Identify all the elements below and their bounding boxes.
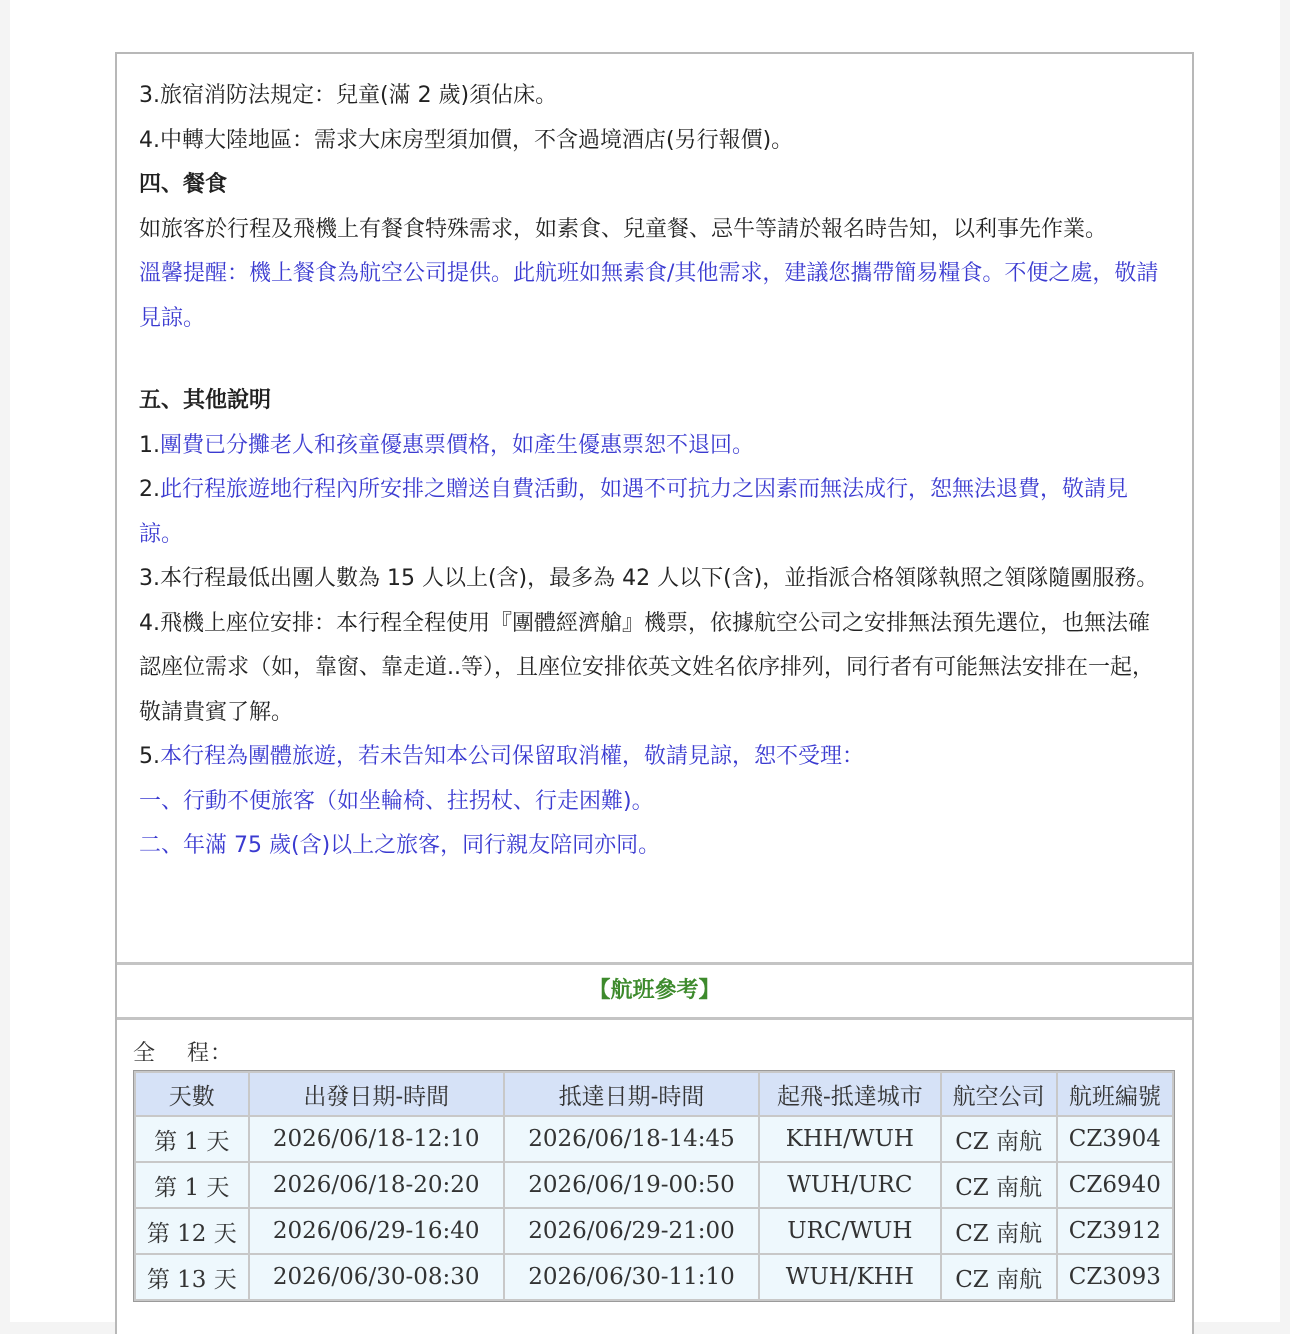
cell-arrival: 2026/06/30-11:10 xyxy=(505,1255,758,1299)
cell-flight-number: CZ6940 xyxy=(1058,1163,1172,1207)
other-note-5 xyxy=(139,735,1168,780)
lodging-fire-rule: 3.旅宿消防法規定：兒童(滿 2 歲)須佔床。 xyxy=(139,83,558,108)
cell-arrival: 2026/06/19-00:50 xyxy=(505,1163,758,1207)
other-note-2 xyxy=(139,468,1168,557)
table-row xyxy=(136,1117,1172,1161)
header-arrival: 抵達日期-時間 xyxy=(505,1073,758,1115)
notes-section xyxy=(117,54,1192,869)
cell-day: 第 1 天 xyxy=(136,1163,248,1207)
cell-route: WUH/KHH xyxy=(760,1255,939,1299)
cell-departure: 2026/06/18-12:10 xyxy=(250,1117,503,1161)
header-departure: 出發日期-時間 xyxy=(250,1073,503,1115)
cell-departure: 2026/06/29-16:40 xyxy=(250,1209,503,1253)
note-text: 此行程旅遊地行程內所安排之贈送自費活動，如遇不可抗力之因素而無法成行，恕無法退費，敬請見諒。 xyxy=(139,477,1129,547)
header-flight-number: 航班編號 xyxy=(1058,1073,1172,1115)
cell-arrival: 2026/06/18-14:45 xyxy=(505,1117,758,1161)
other-note-5a: 一、行動不便旅客（如坐輪椅、拄拐杖、行走困難)。 xyxy=(139,788,654,814)
cell-route: KHH/WUH xyxy=(760,1117,939,1161)
note-text: 本行程為團體旅遊，若未告知本公司保留取消權，敬請見諒，恕不受理： xyxy=(160,744,865,769)
table-row xyxy=(136,1163,1172,1207)
cell-airline: CZ 南航 xyxy=(942,1255,1056,1299)
cell-departure: 2026/06/30-08:30 xyxy=(250,1255,503,1299)
table-row xyxy=(136,1255,1172,1299)
cell-airline: CZ 南航 xyxy=(942,1117,1056,1161)
itinerary-label: 全 程： xyxy=(133,1041,233,1066)
page xyxy=(10,0,1280,1322)
other-notes-title: 五、其他說明 xyxy=(139,388,272,413)
cell-flight-number: CZ3904 xyxy=(1058,1117,1172,1161)
spacer xyxy=(139,341,1168,379)
cell-day: 第 1 天 xyxy=(136,1117,248,1161)
content-frame xyxy=(115,52,1194,1334)
note-number: 5. xyxy=(139,744,160,769)
flight-reference-heading: 【航班參考】 xyxy=(117,962,1192,1020)
table-row xyxy=(136,1209,1172,1253)
other-note-5b: 二、年滿 75 歲(含)以上之旅客，同行親友陪同亦同。 xyxy=(139,833,661,858)
header-route: 起飛-抵達城市 xyxy=(760,1073,939,1115)
cell-airline: CZ 南航 xyxy=(942,1163,1056,1207)
cell-flight-number: CZ3912 xyxy=(1058,1209,1172,1253)
note-text: 團費已分攤老人和孩童優惠票價格，如產生優惠票恕不退回。 xyxy=(160,432,755,458)
other-note-4: 4.飛機上座位安排：本行程全程使用『團體經濟艙』機票，依據航空公司之安排無法預先選位，也無法確認座位需求（如，靠窗、靠走道..等），且座位安排依英文姓名依序排列，同行者有可能無法安排在一起，敬請貴賓了解。 xyxy=(139,610,1154,725)
meals-text: 如旅客於行程及飛機上有餐食特殊需求，如素食、兒童餐、忌牛等請於報名時告知，以利事先作業。 xyxy=(139,216,1108,242)
note-number: 1. xyxy=(139,432,160,458)
cell-day: 第 12 天 xyxy=(136,1209,248,1253)
header-airline: 航空公司 xyxy=(942,1073,1056,1115)
note-number: 2. xyxy=(139,477,160,502)
meals-title: 四、餐食 xyxy=(139,172,228,197)
table-header-row xyxy=(136,1073,1172,1115)
cell-day: 第 13 天 xyxy=(136,1255,248,1299)
cell-route: URC/WUH xyxy=(760,1209,939,1253)
mainland-transit-rule: 4.中轉大陸地區：需求大床房型須加價，不含過境酒店(另行報價)。 xyxy=(139,127,794,153)
other-note-3: 3.本行程最低出團人數為 15 人以上(含)，最多為 42 人以下(含)，並指派合格領隊執照之領隊隨團服務。 xyxy=(139,566,1159,591)
other-note-1 xyxy=(139,424,1168,469)
cell-departure: 2026/06/18-20:20 xyxy=(250,1163,503,1207)
flight-table xyxy=(133,1070,1175,1302)
cell-flight-number: CZ3093 xyxy=(1058,1255,1172,1299)
cell-arrival: 2026/06/29-21:00 xyxy=(505,1209,758,1253)
cell-airline: CZ 南航 xyxy=(942,1209,1056,1253)
cell-route: WUH/URC xyxy=(760,1163,939,1207)
header-day: 天數 xyxy=(136,1073,248,1115)
meals-reminder: 溫馨提醒：機上餐食為航空公司提供。此航班如無素食/其他需求，建議您攜帶簡易糧食。不便之處，敬請見諒。 xyxy=(139,261,1159,331)
